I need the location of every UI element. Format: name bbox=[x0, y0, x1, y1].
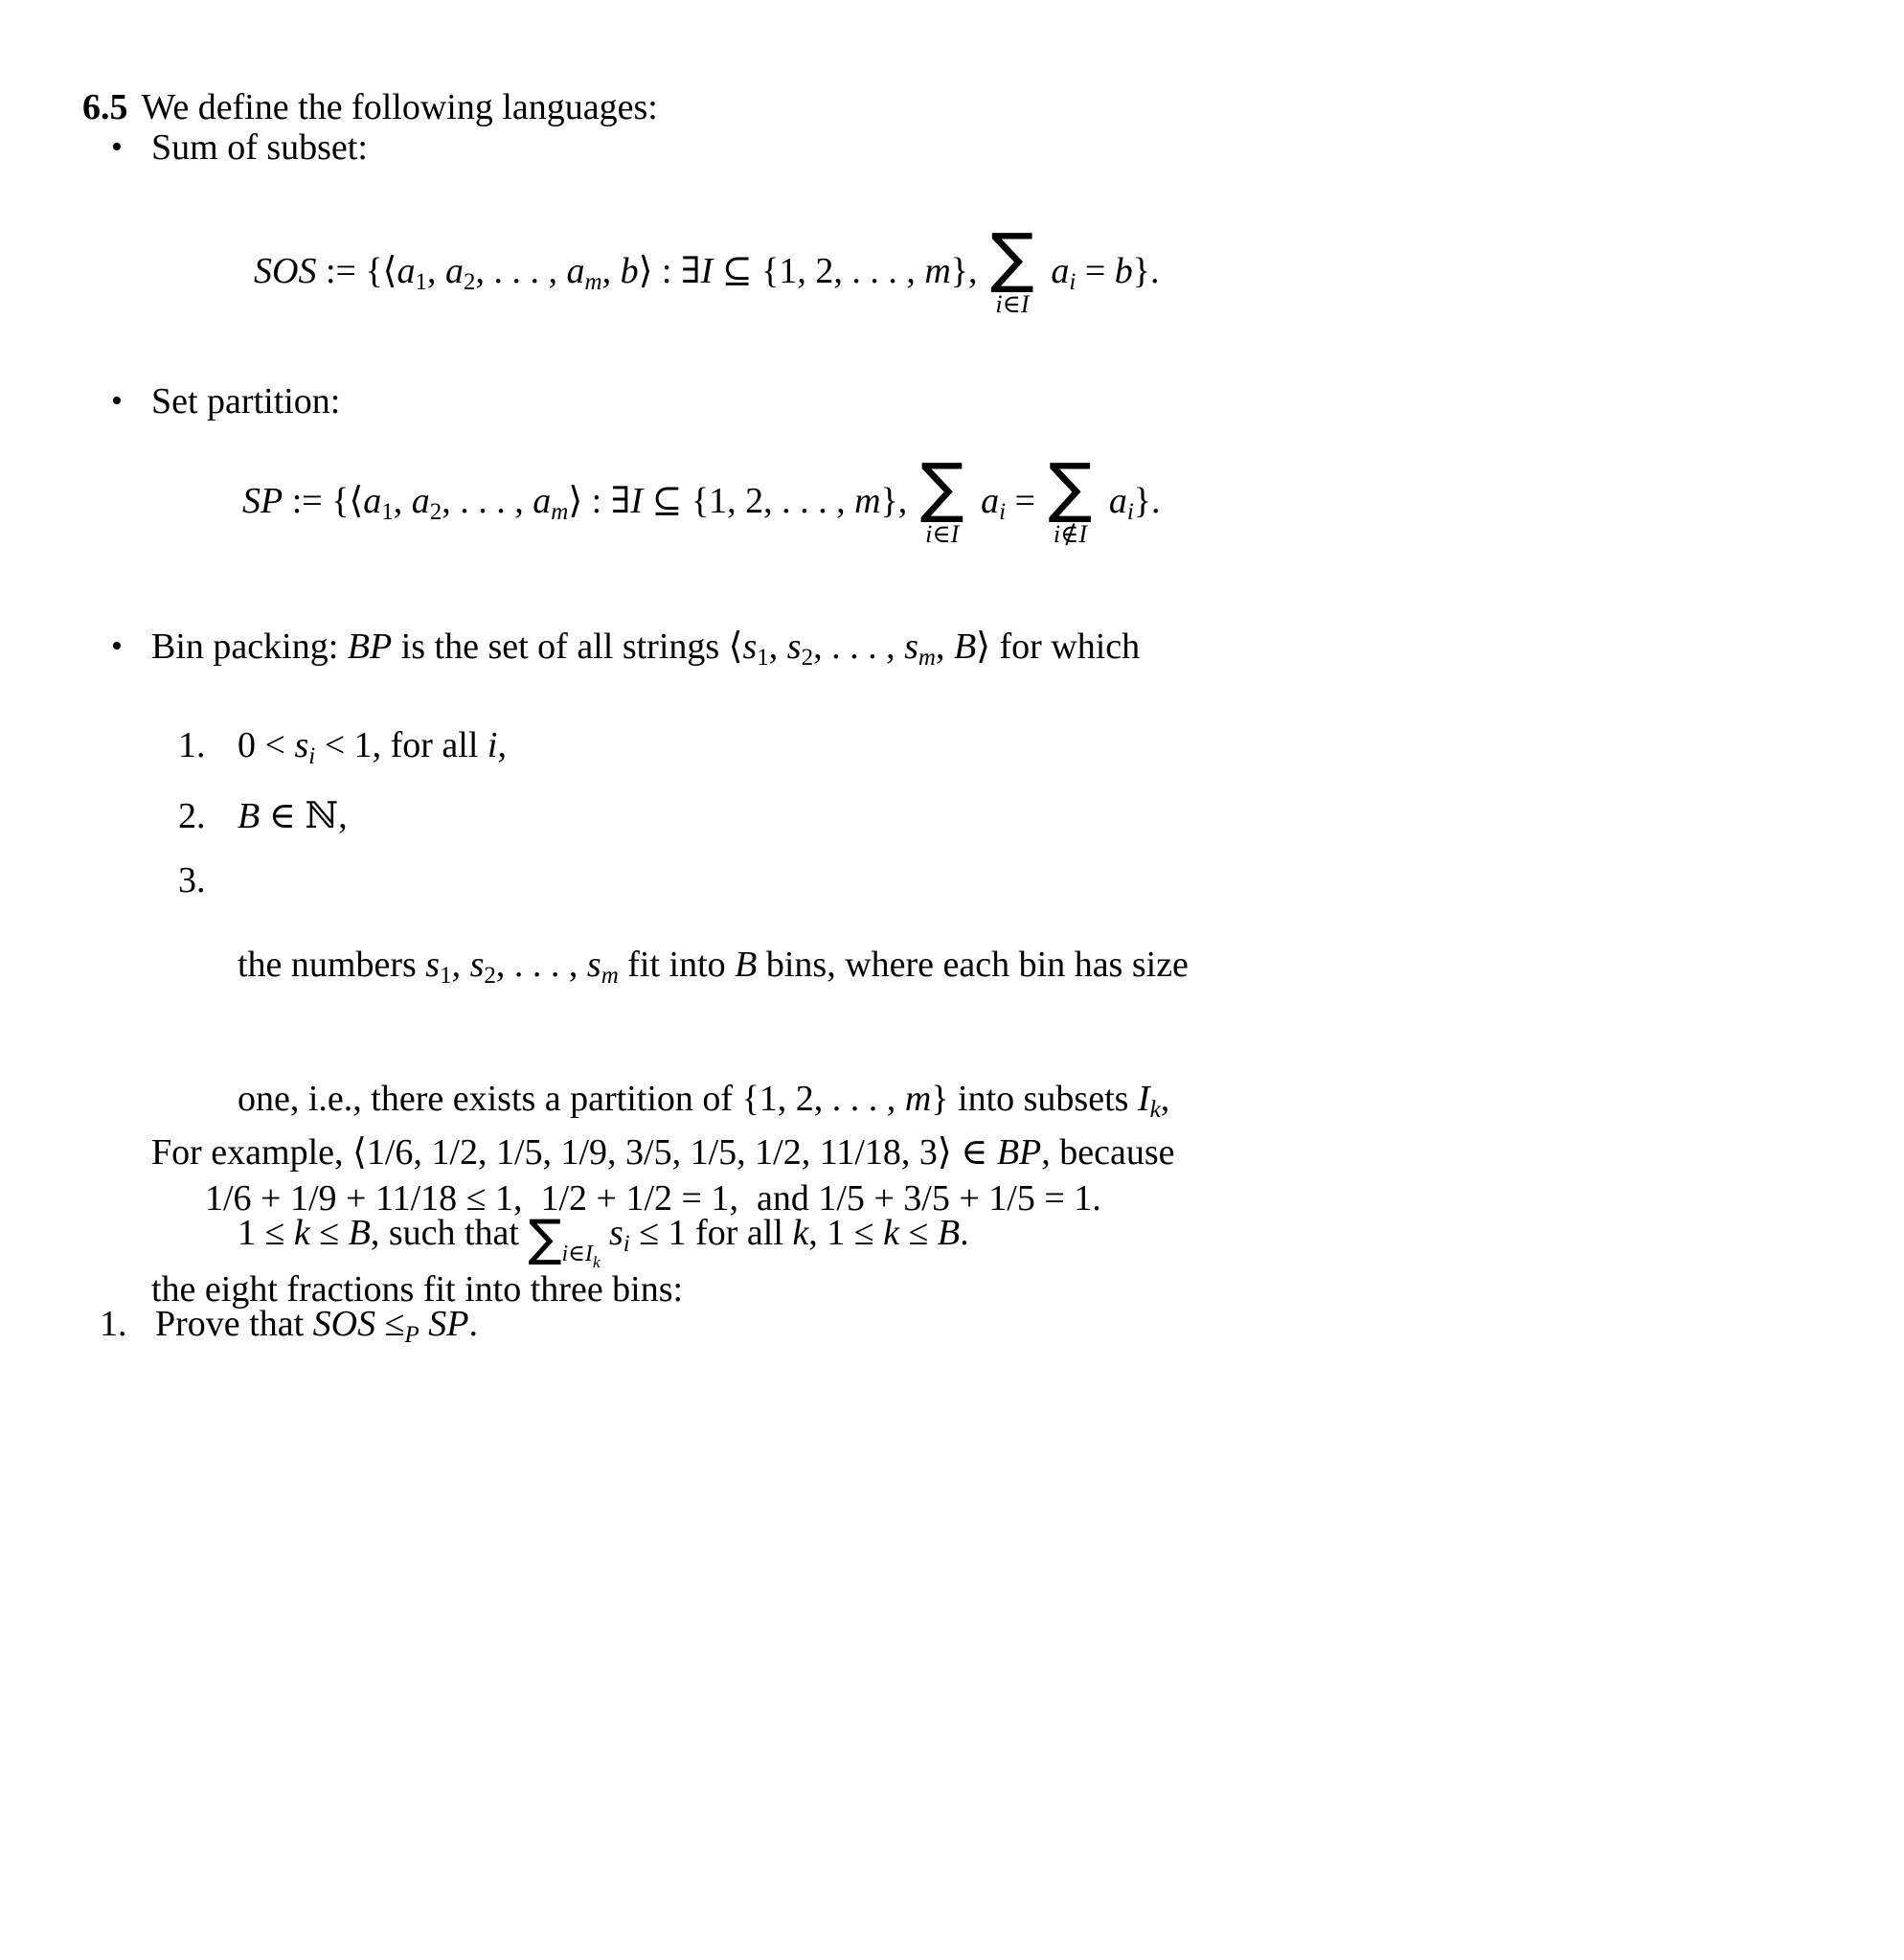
big-sum-operator: ∑ i∉I bbox=[1048, 449, 1093, 548]
condition-2-number: 2. bbox=[178, 796, 206, 836]
bullet-icon: • bbox=[111, 628, 123, 664]
set-partition-label: Set partition: bbox=[151, 381, 341, 422]
task-1-text: Prove that SOS ≤P SP. bbox=[155, 1304, 478, 1348]
section-title: We define the following languages: bbox=[141, 87, 658, 127]
condition-3-number: 3. bbox=[178, 860, 206, 900]
example-line-1: For example, ⟨1/6, 1/2, 1/5, 1/9, 3/5, 1/5, 1/2, 11/18, 3⟩ ∈ BP, because bbox=[151, 1132, 1175, 1173]
condition-1-number: 1. bbox=[178, 725, 206, 765]
sos-equation: SOS := {⟨a1, a2, . . . , am, b⟩ : ∃I ⊆ {1, 2, . . . , m}, ∑ i∈I ai = b}. bbox=[254, 219, 1160, 318]
condition-3-line-3: 1 ≤ k ≤ B, such that $\sum_{i\in Ik}$ si ≤ 1 for all k, 1 ≤ k ≤ B. bbox=[238, 1210, 969, 1271]
condition-2-text: B ∈ ℕ, bbox=[238, 796, 348, 836]
task-1-number: 1. bbox=[100, 1304, 127, 1344]
condition-1-text: 0 < si < 1, for all i, bbox=[238, 725, 507, 769]
condition-3-line-2: one, i.e., there exists a partition of {1, 2, . . . , m} into subsets Ik, bbox=[238, 1079, 1170, 1123]
bin-packing-intro: Bin packing: BP is the set of all strings ⟨s1, s2, . . . , sm, B⟩ for which bbox=[151, 627, 1141, 671]
sp-equation: SP := {⟨a1, a2, . . . , am⟩ : ∃I ⊆ {1, 2, . . . , m}, ∑ i∈I ai = ∑ i∉I ai}. bbox=[242, 449, 1161, 548]
big-sum-operator: ∑ i∈I bbox=[919, 449, 964, 548]
section-number: 6.5 bbox=[82, 87, 128, 127]
bullet-icon: • bbox=[111, 129, 123, 165]
fractions-equation: 1/6 + 1/9 + 11/18 ≤ 1, 1/2 + 1/2 = 1, and 1/5 + 3/5 + 1/5 = 1. bbox=[205, 1178, 1101, 1219]
example-line-2: the eight fractions fit into three bins: bbox=[151, 1269, 684, 1310]
big-sum-operator: ∑ i∈I bbox=[990, 219, 1034, 318]
condition-3-line-1: the numbers s1, s2, . . . , sm fit into B bins, where each bin has size bbox=[238, 945, 1189, 989]
bullet-icon: • bbox=[111, 383, 123, 419]
sum-of-subset-label: Sum of subset: bbox=[151, 127, 368, 168]
